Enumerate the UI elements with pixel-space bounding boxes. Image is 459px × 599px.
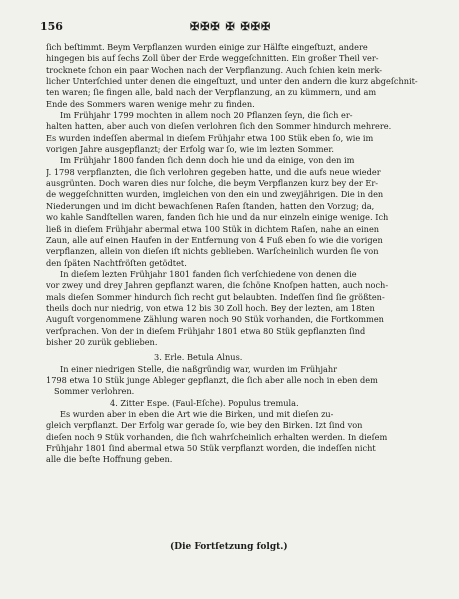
page-header bbox=[40, 20, 429, 36]
paragraph-start: Es wurden aber in eben die Art wie die Birken, und mit dieſen zu- bbox=[60, 409, 334, 419]
text-line: halten hatten, aber auch von dieſen verlohren ſich den Sommer hindurch mehrere. bbox=[46, 121, 392, 132]
paragraph-start: Im Frühjahr 1799 mochten in allem noch 20 Pflanzen ſeyn, die ſich er- bbox=[60, 110, 353, 121]
paragraph-start: In dieſem lezten Frühjahr 1801 fanden ſich verſchiedene von denen die bbox=[60, 268, 357, 279]
text-line: verpflanzen, allein von dieſen iſt nichts geblieben. Warſcheinlich wurden ſie von bbox=[46, 246, 379, 257]
text-line: bisher 20 zurük geblieben. bbox=[46, 336, 158, 347]
text-line: ſich beſtimmt. Beym Verpflanzen wurden einige zur Hälfte eingeſtuzt, andere bbox=[46, 42, 368, 52]
text-line: Sommer verlohren. bbox=[54, 386, 135, 397]
text-line: hingegen bis auf ſechs Zoll über der Erde weggeſchnitten. Ein großer Theil ver- bbox=[46, 53, 379, 64]
text-line: J. 1798 verpflanzten, die ſich verlohren gegeben hatte, und die aufs neue wieder bbox=[46, 166, 381, 177]
section-heading-erle: 3. Erle. Betula Alnus. bbox=[154, 352, 243, 363]
text-line: alle die beſte Hoffnung geben. bbox=[46, 454, 173, 465]
body-text bbox=[46, 42, 420, 466]
text-line: licher Unterſchied unter denen die eingeſtuzt, und unter den andern die kurz abgeſchnit- bbox=[46, 76, 418, 87]
text-line: ließ in dieſem Frühjahr abermal etwa 100 Stük in dichtem Raſen, nahe an einen bbox=[46, 223, 380, 234]
text-line: de weggeſchnitten wurden, imgleichen von den ein und zweyjährigen. Die in den bbox=[46, 189, 384, 200]
text-line: 1798 etwa 10 Stük junge Ableger gepflanzt, die ſich aber alle noch in eben dem bbox=[46, 374, 378, 385]
text-line: trocknete ſchon ein paar Wochen nach der Verpflanzung. Auch ſchien kein merk- bbox=[46, 64, 383, 75]
text-line: vorigen Jahre ausgepflanzt; der Erfolg war ſo, wie im lezten Sommer. bbox=[46, 144, 334, 155]
section-heading-zitter-espe: 4. Zitter Espe. (Faul-Eſche). Populus tremula. bbox=[110, 397, 299, 408]
paragraph-start: Im Frühjahr 1800 fanden ſich denn doch hie und da einige, von den im bbox=[60, 155, 355, 166]
text-line: Zaun, alle auf einen Haufen in der Entfernung von 4 Fuß eben ſo wie die vorigen bbox=[46, 234, 383, 245]
text-line: den ſpäten Nachtfröſten getödtet. bbox=[46, 257, 187, 268]
text-line: Niederungen und im dicht bewachſenen Raſen ſtanden, hatten den Vorzug; da, bbox=[46, 200, 375, 211]
text-line: Es wurden indeſſen abermal in dieſem Frühjahr etwa 100 Stük eben ſo, wie im bbox=[46, 132, 374, 143]
text-line: Frühjahr 1801 ſind abermal etwa 50 Stük verpflanzt worden, die indeſſen nicht bbox=[46, 443, 376, 454]
text-line: verſprachen. Von der in dieſem Frühjahr 1801 etwa 80 Stük gepflanzten ſind bbox=[46, 325, 366, 336]
text-line: gleich verpflanzt. Der Erfolg war gerade ſo, wie bey den Birken. Izt ſind von bbox=[46, 420, 363, 431]
paragraph-start: In einer niedrigen Stelle, die naßgründig war, wurden im Frühjahr bbox=[60, 363, 338, 374]
text-line: mals dieſen Sommer hindurch ſich recht gut belaubten. Indeſſen ſind ſie größten- bbox=[46, 291, 385, 302]
text-line: dieſen noch 9 Stük vorhanden, die ſich wahrſcheinlich erhalten werden. In dieſem bbox=[46, 431, 388, 442]
text-line: ten waren; ſie fingen alle, bald nach der Verpflanzung, an zu kümmern, und am bbox=[46, 87, 377, 98]
text-line: wo kahle Sandſtellen waren, fanden ſich hie und da nur einzeln einige wenige. Ich bbox=[46, 212, 389, 223]
page-number: 156 bbox=[40, 20, 63, 33]
text-line: Ende des Sommers waren wenige mehr zu finden. bbox=[46, 98, 255, 109]
text-line: theils doch nur niedrig, von etwa 12 bis 30 Zoll hoch. Bey der lezten, am 18ten bbox=[46, 302, 375, 313]
text-line: vor zwey und drey Jahren gepflanzt waren, die ſchöne Knoſpen hatten, auch noch- bbox=[46, 280, 389, 291]
continuation-note: (Die Fortſetzung folgt.) bbox=[170, 542, 288, 552]
text-line: ausgrünten. Doch waren dies nur ſolche, die beym Verpflanzen kurz bey der Er- bbox=[46, 178, 379, 189]
running-head-ornament: ✠✠✠ ✠ ✠✠✠ bbox=[190, 20, 272, 33]
text-line: Auguſt vorgenommene Zählung waren noch 90 Stük vorhanden, die Fortkommen bbox=[46, 314, 384, 325]
